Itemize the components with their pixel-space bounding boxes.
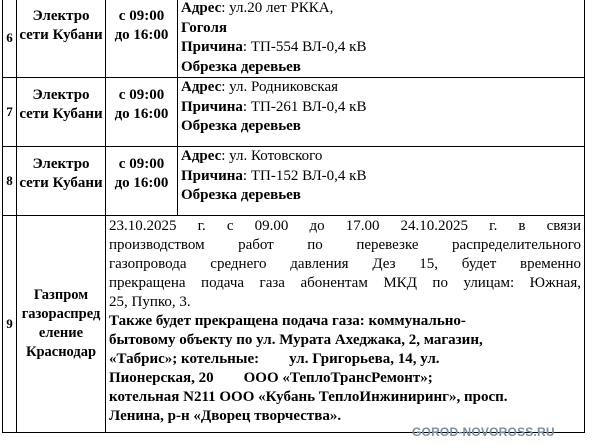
org-name-line: Газпром [33,287,89,303]
address-label: Адрес [181,0,222,16]
reason-value: : ТП-261 ВЛ-0,4 кВ [242,98,367,115]
org-name-line: еление [38,325,84,341]
notice-line: прекращена подача газа абонентам МКД по улицам: Южная, [109,275,581,291]
row-number: 8 [3,147,17,216]
time-cell [106,147,178,216]
organization-cell [17,216,106,433]
notice-bold-line: Также будет прекращена подача газа: коммунально- [109,313,466,329]
address-value: : ул. Родниковская [221,79,339,95]
row-number: 9 [3,216,17,433]
time-to: до 16:00 [114,106,169,122]
notice-bold-line: бытовому объекту по ул. Мурата Ахеджака, 2, магазин, [109,332,483,348]
notice-bold-line: Пионерская, 20 ООО «ТеплоТрансРемонт»; [109,370,433,386]
work-type: Обрезка деревьев [181,118,301,134]
outage-table [2,0,585,433]
address-extra: Гоголя [181,19,227,36]
address-value: : ул. Котовского [221,148,323,164]
notice-line: производством работ по перевезке распределительного [109,237,581,253]
reason-label: Причина [181,167,243,184]
organization-cell [17,0,106,78]
reason-label: Причина [181,98,243,115]
work-type: Обрезка деревьев [181,58,301,75]
notice-line: газопровода среднего давления Дез 15, будет временно [109,256,581,272]
row-number: 7 [3,78,17,147]
notice-line: 25, Пупко, 3. [109,294,191,310]
notice-line: 23.10.2025 г. с 09.00 до 17.00 24.10.2025 г. в связи [109,218,581,234]
reason-value: : ТП-554 ВЛ-0,4 кВ [242,39,367,55]
time-to: до 16:00 [114,27,169,43]
org-name-line: Электро [32,87,90,103]
time-from: с 09:00 [118,8,165,24]
organization-cell [17,147,106,216]
details-cell [178,147,585,216]
notice-bold-line: Ленина, р-н «Дворец творчества». [109,408,342,424]
details-cell [178,0,585,78]
table-row [3,147,585,216]
row-number: 6 [3,0,17,78]
table-row [3,0,585,78]
reason-label: Причина [181,39,243,55]
address-label: Адрес [181,79,222,95]
table-row [3,78,585,147]
organization-cell [17,78,106,147]
site-watermark: GOROD-NOVOROSS.RU [412,425,555,439]
org-name-line: сети Кубани [19,27,103,43]
details-cell [178,78,585,147]
address-label: Адрес [181,148,222,164]
org-name-line: газораспред [21,306,101,322]
notice-bold-line: котельная N211 ООО «Кубань ТеплоИнжиниринг», просп. [109,389,508,405]
work-type: Обрезка деревьев [181,187,301,203]
gas-details-cell [106,216,585,433]
org-name-line: Электро [32,156,90,172]
time-cell [106,0,178,78]
reason-value: : ТП-152 ВЛ-0,4 кВ [242,167,367,184]
org-name-line: Краснодар [25,344,97,360]
org-name-line: сети Кубани [19,106,103,122]
time-cell [106,78,178,147]
time-to: до 16:00 [114,175,169,191]
org-name-line: сети Кубани [19,175,103,191]
notice-bold-line: «Табрис»; котельные: ул. Григорьева, 14, ул. [109,351,440,367]
org-name-line: Электро [32,8,90,24]
time-from: с 09:00 [118,87,165,103]
address-value: : ул.20 лет РККА, [221,0,334,16]
table-row [3,216,585,433]
time-from: с 09:00 [118,156,165,172]
